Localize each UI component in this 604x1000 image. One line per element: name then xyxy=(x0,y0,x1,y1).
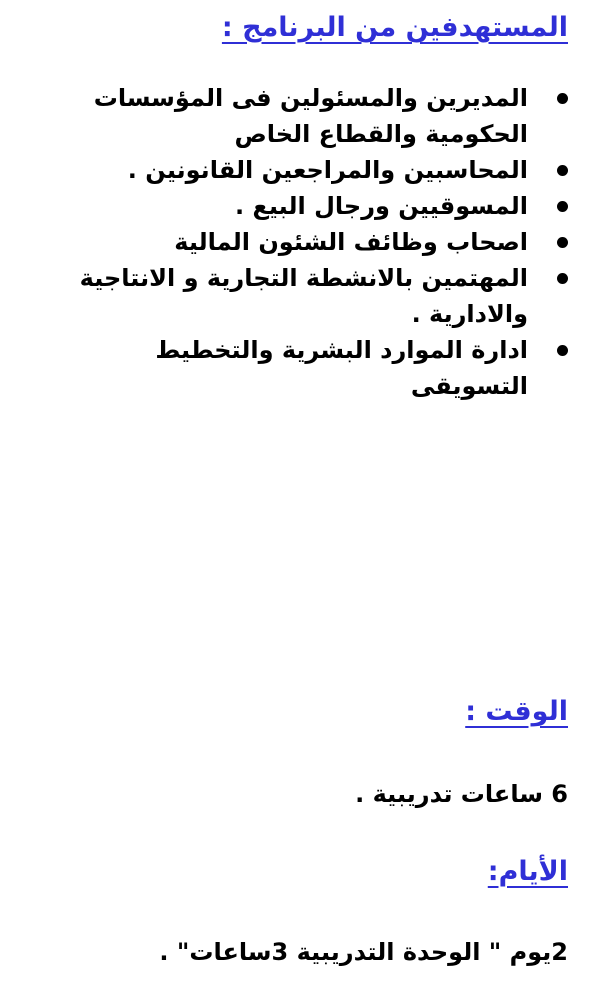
time-text: 6 ساعات تدريبية . xyxy=(355,780,568,808)
list-item-text: المحاسبين والمراجعين القانونين . xyxy=(127,156,528,184)
target-audience-list xyxy=(30,80,570,404)
list-item-text: ادارة الموارد البشرية والتخطيط التسويقى xyxy=(155,336,528,400)
list-item xyxy=(30,332,570,404)
list-item xyxy=(30,224,570,260)
bullet-icon xyxy=(557,273,568,284)
list-item xyxy=(30,260,570,332)
bullet-icon xyxy=(557,165,568,176)
list-item-text: المسوقيين ورجال البيع . xyxy=(235,192,528,220)
bullet-icon xyxy=(557,345,568,356)
list-item xyxy=(30,188,570,224)
list-item-text: المهتمين بالانشطة التجارية و الانتاجية والادارية . xyxy=(79,264,528,328)
days-text: 2يوم " الوحدة التدريبية 3ساعات" . xyxy=(159,938,568,966)
target-audience-heading: المستهدفين من البرنامج : xyxy=(221,12,568,43)
days-heading: الأيام: xyxy=(487,856,568,887)
list-item-text: المديرين والمسئولين فى المؤسسات الحكومية والقطاع الخاص xyxy=(93,84,528,148)
list-item xyxy=(30,80,570,152)
bullet-icon xyxy=(557,237,568,248)
list-item-text: اصحاب وظائف الشئون المالية xyxy=(174,228,528,256)
bullet-icon xyxy=(557,201,568,212)
bullet-icon xyxy=(557,93,568,104)
time-heading: الوقت : xyxy=(465,696,568,727)
list-item xyxy=(30,152,570,188)
